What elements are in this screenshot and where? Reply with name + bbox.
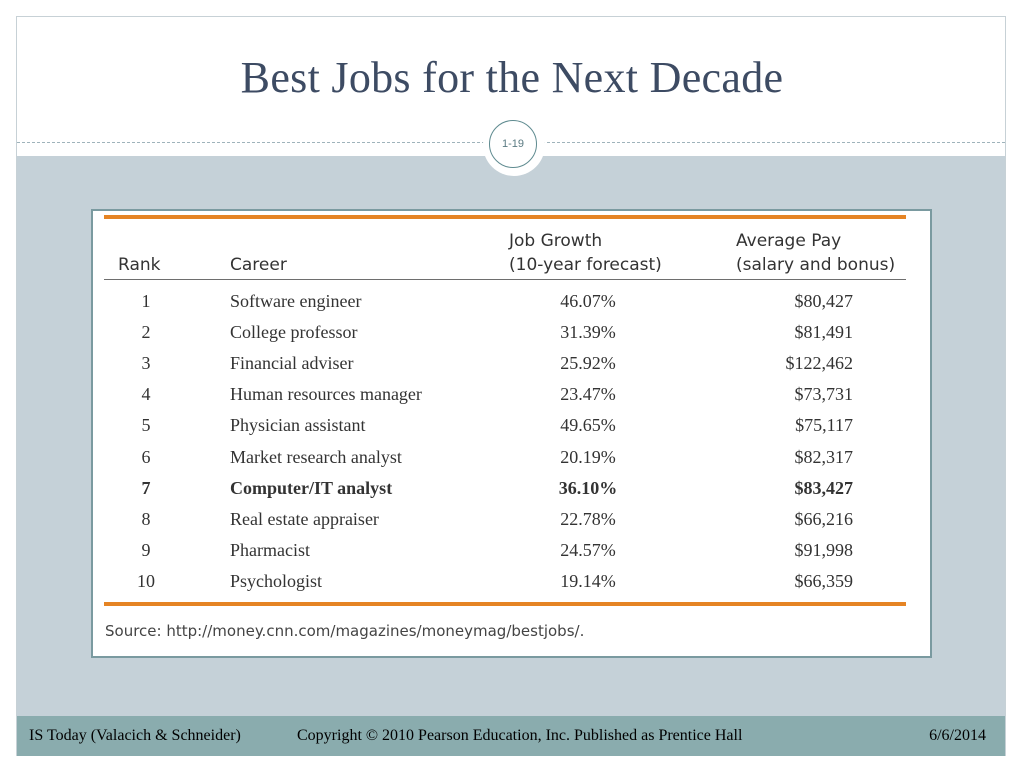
footer-date: 6/6/2014 [929, 727, 986, 744]
row-average-pay: $122,462 [785, 353, 853, 373]
row-job-growth: 24.57% [560, 540, 616, 560]
header-rule [104, 279, 906, 280]
row-rank: 4 [141, 384, 151, 404]
row-job-growth: 20.19% [560, 447, 616, 467]
row-average-pay: $66,359 [794, 571, 853, 591]
row-career: Computer/IT analyst [230, 478, 393, 498]
row-average-pay: $66,216 [794, 509, 853, 529]
footer-book: IS Today (Valacich & Schneider) [29, 727, 241, 744]
row-rank: 8 [141, 509, 151, 529]
row-career: Market research analyst [230, 447, 402, 467]
row-rank: 6 [141, 447, 151, 467]
row-job-growth: 25.92% [560, 353, 616, 373]
header-average-pay-sub: (salary and bonus) [736, 255, 896, 275]
row-career: Physician assistant [230, 415, 366, 435]
row-average-pay: $91,998 [794, 540, 853, 560]
footer-copyright: Copyright © 2010 Pearson Education, Inc. Published as Prentice Hall [297, 727, 743, 744]
row-career: Psychologist [230, 571, 323, 591]
slide-number-badge [483, 114, 545, 176]
row-average-pay: $73,731 [794, 384, 853, 404]
row-rank: 5 [141, 415, 151, 435]
row-career: Human resources manager [230, 384, 422, 404]
row-rank: 1 [141, 291, 151, 311]
row-average-pay: $75,117 [795, 415, 853, 435]
row-job-growth: 36.10% [558, 478, 618, 498]
table-source: Source: http://money.cnn.com/magazines/moneymag/bestjobs/. [105, 622, 585, 640]
header-job-growth-sub: (10-year forecast) [509, 255, 662, 275]
row-rank: 9 [141, 540, 151, 560]
row-job-growth: 31.39% [560, 322, 616, 342]
row-average-pay: $80,427 [794, 291, 853, 311]
row-career: Pharmacist [230, 540, 310, 560]
row-job-growth: 19.14% [560, 571, 616, 591]
row-job-growth: 49.65% [560, 415, 616, 435]
header-rank: Rank [118, 255, 161, 275]
row-job-growth: 46.07% [560, 291, 616, 311]
row-average-pay: $82,317 [794, 447, 853, 467]
slide-title: Best Jobs for the Next Decade [240, 53, 784, 102]
header-career: Career [230, 255, 287, 275]
row-average-pay: $83,427 [794, 478, 853, 498]
row-rank: 7 [141, 478, 151, 498]
row-job-growth: 22.78% [560, 509, 616, 529]
row-job-growth: 23.47% [560, 384, 616, 404]
row-career: College professor [230, 322, 358, 342]
row-career: Financial adviser [230, 353, 354, 373]
table-bottom-rule [104, 602, 906, 606]
table-top-rule [104, 215, 906, 219]
row-rank: 3 [141, 353, 151, 373]
slide-number: 1-19 [489, 120, 537, 168]
header-job-growth: Job Growth [509, 231, 603, 251]
row-average-pay: $81,491 [794, 322, 853, 342]
row-career: Real estate appraiser [230, 509, 379, 529]
header-average-pay: Average Pay [736, 231, 842, 251]
row-career: Software engineer [230, 291, 362, 311]
row-rank: 10 [137, 571, 155, 591]
row-rank: 2 [141, 322, 151, 342]
